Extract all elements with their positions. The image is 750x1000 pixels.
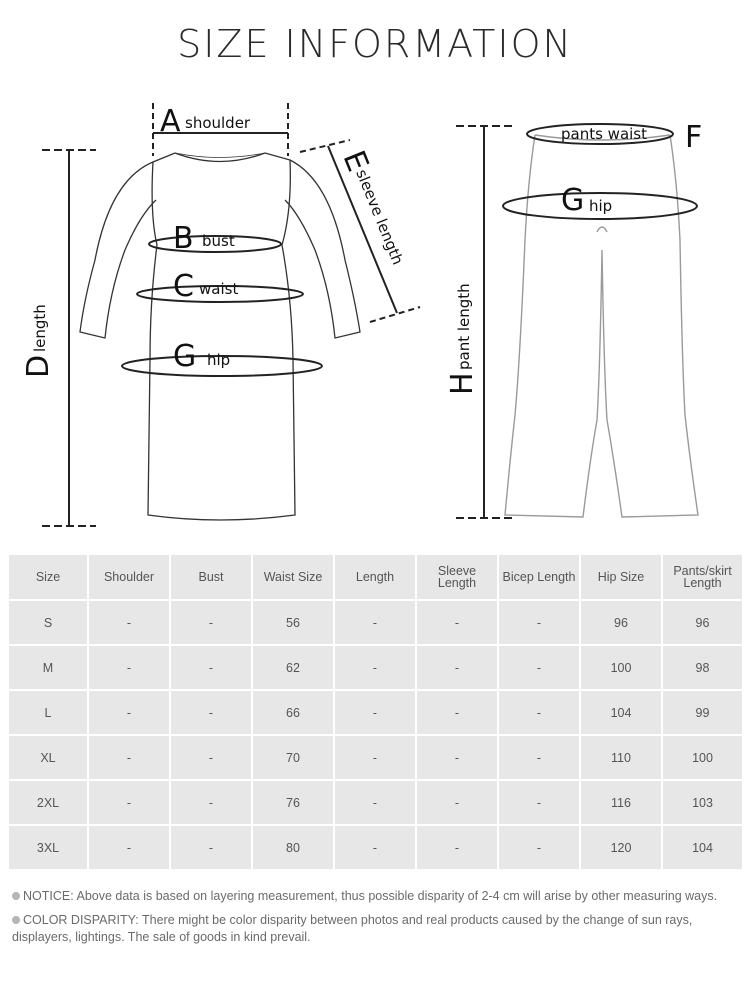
table-cell: - bbox=[499, 601, 579, 644]
table-cell: 99 bbox=[663, 691, 742, 734]
table-cell: M bbox=[9, 646, 87, 689]
table-cell: - bbox=[417, 691, 497, 734]
color-disparity-note bbox=[12, 912, 732, 946]
bullet-icon bbox=[12, 916, 20, 924]
dress-illustration bbox=[80, 153, 360, 520]
table-row bbox=[9, 826, 742, 869]
col-header: Size bbox=[9, 555, 87, 599]
bullet-icon bbox=[12, 892, 20, 900]
d-letter: D bbox=[21, 354, 56, 378]
table-cell: - bbox=[171, 826, 251, 869]
table-cell: - bbox=[335, 781, 415, 824]
table-cell: - bbox=[171, 601, 251, 644]
color-disparity-text: COLOR DISPARITY: There might be color disparity between photos and real products caused by the change of sun rays, displayers, lightings. The sale of goods in kind prevail. bbox=[12, 913, 693, 944]
col-header: Sleeve Length bbox=[417, 555, 497, 599]
table-cell: 98 bbox=[663, 646, 742, 689]
col-header: Hip Size bbox=[581, 555, 661, 599]
col-header: Bicep Length bbox=[499, 555, 579, 599]
table-row bbox=[9, 691, 742, 734]
table-cell: 76 bbox=[253, 781, 333, 824]
table-row bbox=[9, 646, 742, 689]
e-letter: E bbox=[335, 145, 376, 177]
table-cell: 66 bbox=[253, 691, 333, 734]
table-cell: - bbox=[499, 826, 579, 869]
table-cell: - bbox=[499, 781, 579, 824]
table-body bbox=[9, 601, 742, 869]
table-cell: - bbox=[335, 736, 415, 779]
table-cell: - bbox=[89, 781, 169, 824]
table-cell: 110 bbox=[581, 736, 661, 779]
table-cell: 103 bbox=[663, 781, 742, 824]
table-cell: - bbox=[171, 781, 251, 824]
e-text: sleeve length bbox=[352, 166, 407, 268]
table-cell: - bbox=[171, 736, 251, 779]
table-cell: - bbox=[335, 826, 415, 869]
table-cell: - bbox=[417, 601, 497, 644]
pants-g-text: hip bbox=[589, 197, 613, 215]
table-cell: - bbox=[171, 646, 251, 689]
table-cell: - bbox=[499, 646, 579, 689]
table-cell: - bbox=[89, 691, 169, 734]
table-cell: - bbox=[89, 646, 169, 689]
table-cell: 100 bbox=[581, 646, 661, 689]
col-header: Bust bbox=[171, 555, 251, 599]
table-cell: 70 bbox=[253, 736, 333, 779]
table-cell: 104 bbox=[581, 691, 661, 734]
table-cell: 62 bbox=[253, 646, 333, 689]
b-letter: B bbox=[173, 221, 194, 256]
table-cell: 3XL bbox=[9, 826, 87, 869]
table-cell: XL bbox=[9, 736, 87, 779]
h-letter: H bbox=[445, 372, 480, 395]
table-cell: - bbox=[171, 691, 251, 734]
table-cell: - bbox=[335, 601, 415, 644]
table-cell: 120 bbox=[581, 826, 661, 869]
b-text: bust bbox=[202, 232, 235, 250]
f-letter: F bbox=[685, 120, 703, 155]
page-title: SIZE INFORMATION bbox=[177, 22, 573, 66]
table-cell: - bbox=[499, 691, 579, 734]
c-text: waist bbox=[199, 280, 239, 298]
table-cell: 96 bbox=[663, 601, 742, 644]
a-letter: A bbox=[160, 104, 181, 139]
table-row bbox=[9, 736, 742, 779]
table-cell: - bbox=[417, 736, 497, 779]
length-measure bbox=[42, 150, 96, 526]
notice-text: NOTICE: Above data is based on layering measurement, thus possible disparity of 2-4 cm will arise by other measuring ways. bbox=[23, 889, 718, 903]
table-cell: 96 bbox=[581, 601, 661, 644]
f-text: pants waist bbox=[561, 125, 648, 143]
dress-g-letter: G bbox=[173, 339, 197, 374]
d-text: length bbox=[31, 304, 49, 352]
table-cell: L bbox=[9, 691, 87, 734]
h-text: pant length bbox=[455, 283, 473, 370]
dress-g-text: hip bbox=[207, 351, 231, 369]
col-header: Pants/skirt Length bbox=[663, 555, 742, 599]
table-cell: - bbox=[499, 736, 579, 779]
table-cell: - bbox=[89, 601, 169, 644]
table-cell: S bbox=[9, 601, 87, 644]
col-header: Shoulder bbox=[89, 555, 169, 599]
table-cell: 2XL bbox=[9, 781, 87, 824]
a-text: shoulder bbox=[185, 114, 251, 132]
table-cell: 56 bbox=[253, 601, 333, 644]
table-cell: 80 bbox=[253, 826, 333, 869]
size-table bbox=[7, 553, 744, 871]
col-header: Length bbox=[335, 555, 415, 599]
col-header: Waist Size bbox=[253, 555, 333, 599]
table-header-row bbox=[9, 555, 742, 599]
pants-g-letter: G bbox=[561, 183, 585, 218]
notice-note bbox=[12, 888, 732, 905]
table-row bbox=[9, 781, 742, 824]
c-letter: C bbox=[173, 269, 194, 304]
notes-section bbox=[12, 888, 732, 953]
table-cell: 104 bbox=[663, 826, 742, 869]
table-row bbox=[9, 601, 742, 644]
table-cell: - bbox=[89, 736, 169, 779]
table-cell: - bbox=[417, 781, 497, 824]
table-cell: 116 bbox=[581, 781, 661, 824]
table-cell: - bbox=[417, 826, 497, 869]
table-cell: - bbox=[335, 646, 415, 689]
table-cell: 100 bbox=[663, 736, 742, 779]
table-cell: - bbox=[89, 826, 169, 869]
table-cell: - bbox=[417, 646, 497, 689]
table-cell: - bbox=[335, 691, 415, 734]
